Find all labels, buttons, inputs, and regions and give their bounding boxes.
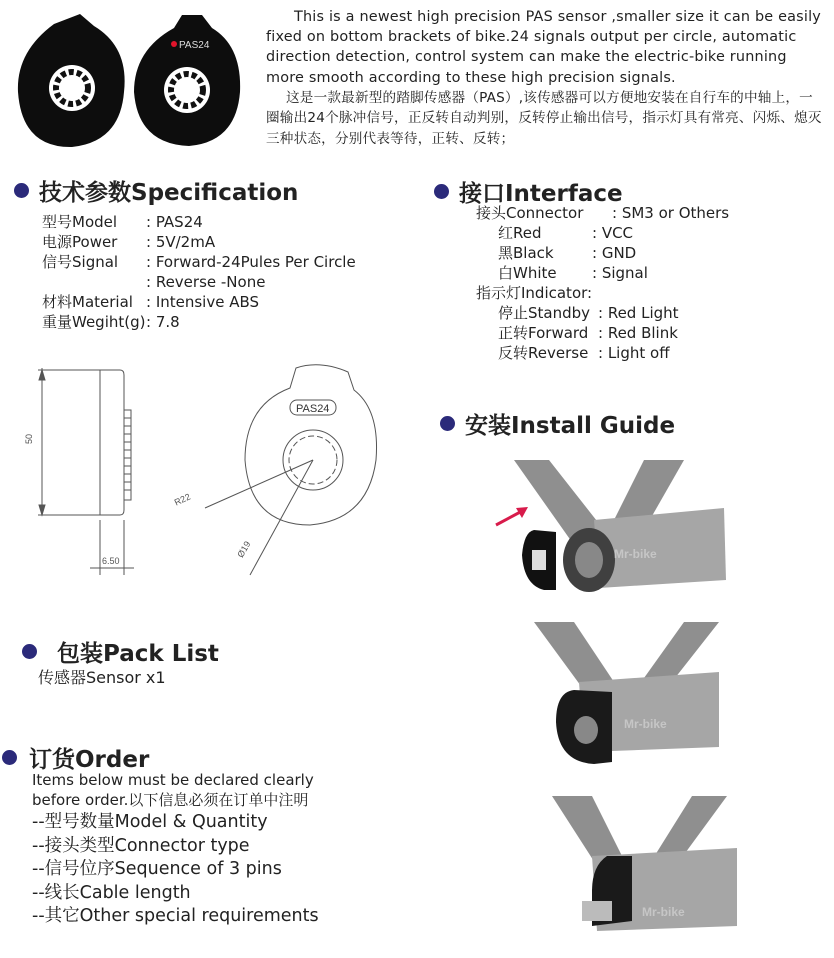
bullet-icon bbox=[2, 750, 17, 765]
order-item: --信号位序Sequence of 3 pins bbox=[32, 859, 282, 879]
dim-diameter: Ø19 bbox=[235, 539, 253, 560]
indicator-led bbox=[171, 41, 177, 47]
install-step-2 bbox=[534, 622, 734, 780]
bullet-icon bbox=[14, 183, 29, 198]
spec-row: 重量Wegiht(g) : 7.8 bbox=[42, 313, 180, 331]
intro-zh: 这是一款最新型的踏脚传感器（PAS）,该传感器可以方便地安装在自行车的中轴上，一圈输出24个脉冲信号，正反转自动判别，反转停止输出信号，指示灯具有常亮、闪烁、熄灭三种状态，分别代表等待，正转、反转； bbox=[266, 89, 822, 147]
indicator-row: 指示灯Indicator: bbox=[476, 284, 593, 302]
order-heading: 订货Order bbox=[2, 741, 149, 774]
spec-row: 电源Power : 5V/2mA bbox=[42, 233, 216, 251]
spec-heading: 技术参数Specification bbox=[14, 174, 298, 207]
dim-height: 50 bbox=[24, 433, 34, 444]
sensor-back-photo bbox=[18, 14, 125, 147]
interface-table bbox=[476, 203, 729, 363]
pack-item: 传感器Sensor x1 bbox=[38, 668, 166, 687]
order-item: --线长Cable length bbox=[32, 882, 191, 903]
connector-row: 接头Connector : SM3 or Others bbox=[476, 204, 730, 222]
install-step-1 bbox=[494, 460, 734, 615]
pack-heading: 包装Pack List bbox=[22, 635, 219, 668]
intro-en: This is a newest high precision PAS sensor ,smaller size it can be easily fixed on bottom brackets of bike.24 signals output per circle, automatic direction detection, control system can make the electric-bike running more smooth according to these high precision signals. bbox=[266, 9, 821, 86]
front-view bbox=[173, 365, 377, 575]
spec-row: 材料Material : Intensive ABS bbox=[42, 293, 260, 311]
bullet-icon bbox=[22, 644, 37, 659]
watermark: Mr-bike bbox=[614, 547, 657, 561]
spec-row: 型号Model : PAS24 bbox=[42, 213, 203, 231]
state-row: 停止Standby : Red Light bbox=[498, 304, 679, 322]
technical-drawing bbox=[20, 360, 420, 600]
order-item: --其它Other special requirements bbox=[32, 906, 319, 926]
dim-radius: R22 bbox=[172, 491, 192, 508]
sensor-front-photo bbox=[134, 15, 240, 146]
drawing-label: PAS24 bbox=[296, 403, 330, 415]
pin-row: 红Red : VCC bbox=[498, 224, 634, 242]
watermark: Mr-bike bbox=[624, 717, 667, 731]
spec-table bbox=[42, 212, 356, 332]
bullet-icon bbox=[434, 184, 449, 199]
spec-row: : Reverse -None bbox=[146, 273, 266, 291]
product-photos bbox=[14, 12, 254, 157]
side-view bbox=[24, 368, 134, 575]
state-row: 正转Forward : Red Blink bbox=[498, 324, 678, 342]
dim-width: 6.50 bbox=[102, 556, 120, 566]
interface-heading: 接口Interface bbox=[434, 175, 623, 208]
bullet-icon bbox=[440, 416, 455, 431]
spec-row: 信号Signal : Forward-24Pules Per Circle bbox=[42, 253, 356, 271]
intro-text bbox=[266, 7, 826, 149]
order-list bbox=[32, 811, 319, 929]
order-note: Items below must be declared clearly before order.以下信息必须在订单中注明 bbox=[32, 771, 314, 809]
watermark: Mr-bike bbox=[642, 905, 685, 919]
pin-row: 白White : Signal bbox=[498, 264, 648, 282]
product-label: PAS24 bbox=[179, 40, 210, 51]
install-heading: 安装Install Guide bbox=[440, 407, 675, 440]
order-item: --型号数量Model & Quantity bbox=[32, 812, 268, 832]
order-item: --接头类型Connector type bbox=[32, 835, 250, 856]
state-row: 反转Reverse : Light off bbox=[498, 344, 670, 362]
pin-row: 黑Black : GND bbox=[498, 244, 637, 262]
install-step-3 bbox=[552, 796, 740, 951]
